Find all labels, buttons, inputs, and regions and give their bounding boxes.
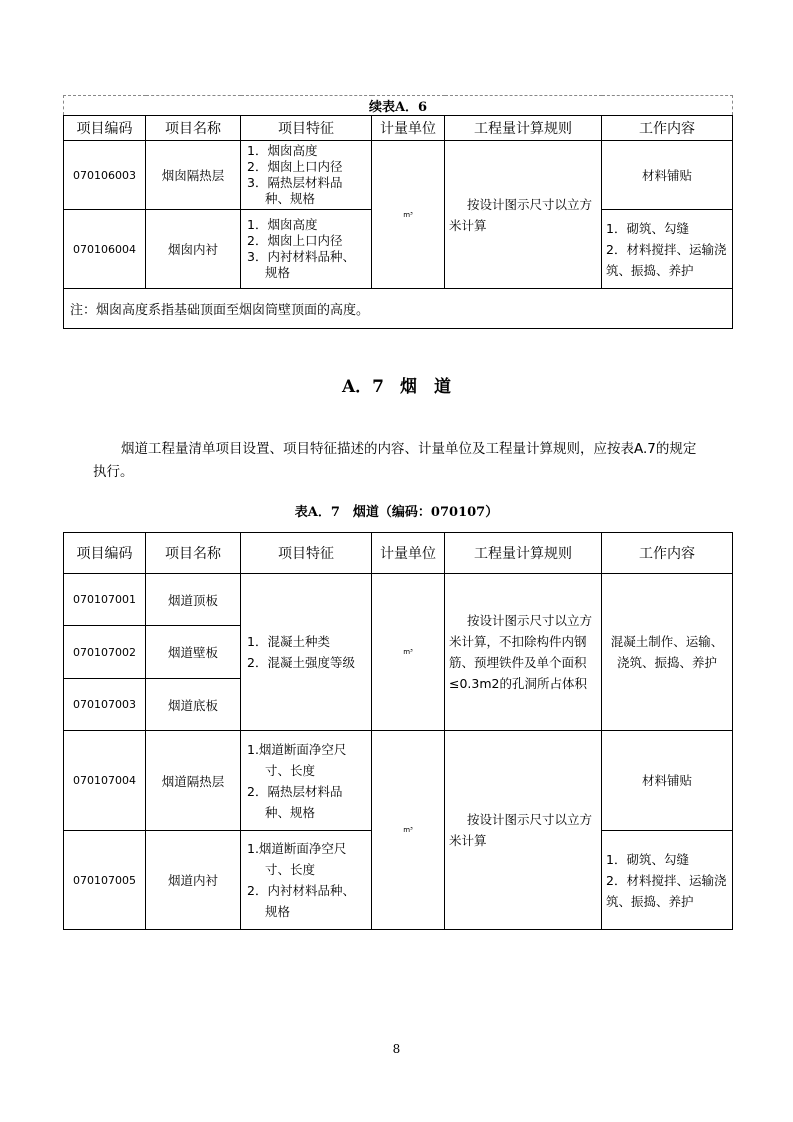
item-name: 烟道内衬 [146, 831, 241, 930]
item-code: 070106004 [64, 210, 146, 289]
rule-text: 按设计图示尺寸以立方米计算 [449, 196, 593, 233]
section-heading [0, 372, 793, 397]
feature-line: 2．内衬材料品种、规格 [247, 883, 355, 919]
table-caption: 续表A．6 [64, 96, 733, 116]
item-code: 070107003 [64, 679, 146, 731]
header-work: 工作内容 [602, 116, 733, 141]
section-title: 烟 道 [400, 377, 452, 397]
feature-line: 2．烟囱上口内径 [247, 159, 343, 174]
item-features [241, 731, 372, 831]
section-number: A．7 [341, 377, 385, 397]
rule-text: 按设计图示尺寸以立方米计算，不扣除构件内钢筋、预埋铁件及单个面积≤0.3m2的孔洞所占体积 [449, 613, 593, 691]
item-name: 烟道隔热层 [146, 731, 241, 831]
header-rule: 工程量计算规则 [445, 116, 602, 141]
item-code: 070107005 [64, 831, 146, 930]
feature-line: 1．烟囱高度 [247, 217, 318, 232]
item-code: 070107004 [64, 731, 146, 831]
feature-line: 1.烟道断面净空尺寸、长度 [247, 741, 347, 778]
header-unit: 计量单位 [372, 116, 445, 141]
table-a7 [63, 532, 733, 930]
header-code: 项目编码 [64, 533, 146, 574]
section-paragraph: 烟道工程量清单项目设置、项目特征描述的内容、计量单位及工程量计算规则，应按表A.7的规定执行。 [93, 441, 697, 480]
work-line: 材料铺贴 [642, 167, 693, 183]
table-row [64, 731, 733, 831]
rule-text: 按设计图示尺寸以立方米计算 [449, 812, 593, 848]
item-features [241, 141, 372, 210]
feature-line: 2．混凝土强度等级 [247, 655, 355, 670]
item-work [602, 831, 733, 930]
work-line: 1．砌筑、勾缝 [606, 851, 689, 867]
item-name: 烟道壁板 [146, 626, 241, 679]
table-note: 注：烟囱高度系指基础顶面至烟囱筒壁顶面的高度。 [64, 289, 733, 329]
table-caption: 表A．7 烟道（编码：070107） [294, 505, 499, 520]
item-unit: m³ [372, 141, 445, 289]
item-name: 烟道底板 [146, 679, 241, 731]
item-rule [445, 731, 602, 930]
feature-line: 1．混凝土种类 [247, 634, 330, 649]
feature-line: 1．烟囱高度 [247, 143, 318, 158]
header-name: 项目名称 [146, 533, 241, 574]
item-work [602, 731, 733, 831]
table-row [64, 141, 733, 210]
page-number: 8 [392, 1042, 401, 1056]
item-unit: m³ [372, 731, 445, 930]
item-features [241, 574, 372, 731]
item-name: 烟囱隔热层 [146, 141, 241, 210]
item-name: 烟道顶板 [146, 574, 241, 626]
work-line: 1．砌筑、勾缝 [606, 220, 689, 236]
item-rule [445, 574, 602, 731]
work-line: 2．材料搅拌、运输浇筑、振捣、养护 [606, 241, 727, 278]
feature-line: 3．内衬材料品种、规格 [247, 249, 355, 280]
item-rule [445, 141, 602, 289]
item-work [602, 141, 733, 210]
item-unit: m³ [372, 574, 445, 731]
header-features: 项目特征 [241, 533, 372, 574]
feature-line: 3．隔热层材料品种、规格 [247, 175, 343, 206]
header-features: 项目特征 [241, 116, 372, 141]
item-code: 070107002 [64, 626, 146, 679]
work-line: 材料铺贴 [641, 773, 692, 788]
header-rule: 工程量计算规则 [445, 533, 602, 574]
feature-line: 2．隔热层材料品种、规格 [247, 783, 343, 820]
item-features [241, 831, 372, 930]
header-unit: 计量单位 [372, 533, 445, 574]
header-name: 项目名称 [146, 116, 241, 141]
table-a6-continued [63, 95, 733, 329]
item-work: 混凝土制作、运输、浇筑、振捣、养护 [602, 574, 733, 731]
feature-line: 2．烟囱上口内径 [247, 233, 343, 248]
item-code: 070107001 [64, 574, 146, 626]
item-name: 烟囱内衬 [146, 210, 241, 289]
item-work [602, 210, 733, 289]
item-code: 070106003 [64, 141, 146, 210]
header-work: 工作内容 [602, 533, 733, 574]
header-code: 项目编码 [64, 116, 146, 141]
work-line: 2．材料搅拌、运输浇筑、振捣、养护 [606, 872, 727, 909]
feature-line: 1.烟道断面净空尺寸、长度 [247, 841, 347, 877]
item-features [241, 210, 372, 289]
table-row [64, 574, 733, 626]
